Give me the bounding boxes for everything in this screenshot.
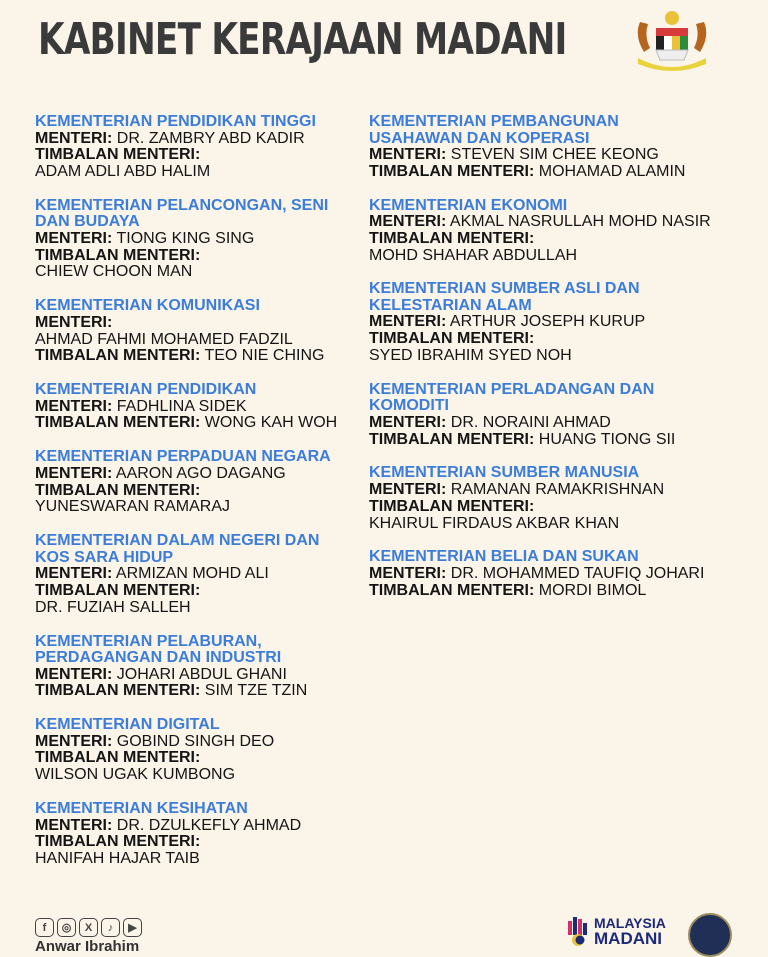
- minister-name: FADHLINA SIDEK: [116, 397, 247, 415]
- ministry-block: [35, 634, 370, 701]
- deputy-name-line: [369, 516, 764, 533]
- minister-name: GOBIND SINGH DEO: [116, 732, 275, 750]
- ministry-block: [35, 801, 370, 868]
- deputy-label: TIMBALAN MENTERI:: [35, 246, 201, 264]
- minister-label: MENTERI:: [369, 564, 447, 582]
- minister-name: AHMAD FAHMI MOHAMED FADZIL: [35, 330, 293, 348]
- ministry-block: [35, 114, 370, 181]
- ministry-name: [35, 449, 370, 466]
- minister-line: [369, 415, 764, 432]
- ministry-name-line: KEMENTERIAN PERPADUAN NEGARA: [35, 448, 331, 466]
- deputy-name-line: [369, 348, 764, 365]
- minister-label: MENTERI:: [369, 480, 447, 498]
- minister-name: TIONG KING SING: [116, 229, 255, 247]
- ministry-name: [369, 114, 764, 147]
- deputy-name: HUANG TIONG SII: [538, 430, 676, 448]
- minister-label: MENTERI:: [35, 397, 113, 415]
- ministry-name-line: KEMENTERIAN PELABURAN,: [35, 632, 262, 650]
- deputy-line: [369, 164, 764, 181]
- deputy-line: [369, 231, 764, 248]
- deputy-name-line: [35, 851, 370, 868]
- ministry-block: [35, 533, 370, 616]
- deputy-name-line: [35, 600, 370, 617]
- deputy-name: MORDI BIMOL: [538, 581, 647, 599]
- minister-name: ARMIZAN MOHD ALI: [115, 565, 269, 583]
- minister-name: AARON AGO DAGANG: [115, 464, 286, 482]
- deputy-label: TIMBALAN MENTERI:: [35, 749, 201, 767]
- ministry-block: [369, 114, 764, 181]
- ministry-name: [35, 634, 370, 667]
- ministry-name: [35, 533, 370, 566]
- ministry-name-line: KEMENTERIAN BELIA DAN SUKAN: [369, 548, 639, 566]
- ministry-name: [35, 198, 370, 231]
- ministry-name-line: KOMODITI: [369, 397, 449, 415]
- ministry-name-line: KEMENTERIAN PENDIDIKAN: [35, 381, 257, 399]
- minister-name: DR. DZULKEFLY AHMAD: [116, 816, 302, 834]
- minister-label: MENTERI:: [35, 464, 113, 482]
- minister-label: MENTERI:: [35, 129, 113, 147]
- deputy-label: TIMBALAN MENTERI:: [369, 229, 535, 247]
- minister-label: MENTERI:: [35, 229, 113, 247]
- ministry-name: [35, 114, 370, 131]
- deputy-label: TIMBALAN MENTERI:: [35, 682, 201, 700]
- logo-line-1: MALAYSIA: [594, 914, 666, 931]
- ministry-block: [35, 449, 370, 516]
- left-column: [35, 114, 370, 885]
- ministry-name: [369, 198, 764, 215]
- minister-name: RAMANAN RAMAKRISHNAN: [450, 480, 665, 498]
- minister-line: [35, 667, 370, 684]
- deputy-line: [35, 750, 370, 767]
- ministry-name: [35, 298, 370, 315]
- deputy-line: [35, 415, 370, 432]
- ministry-name: [369, 549, 764, 566]
- ministry-name: [369, 281, 764, 314]
- deputy-label: TIMBALAN MENTERI:: [35, 833, 201, 851]
- ministry-name-line: USAHAWAN DAN KOPERASI: [369, 129, 590, 147]
- ministry-name-line: KEMENTERIAN PENDIDIKAN TINGGI: [35, 113, 316, 130]
- minister-label: MENTERI:: [369, 313, 447, 331]
- ministry-name-line: PERDAGANGAN DAN INDUSTRI: [35, 649, 282, 667]
- deputy-line: [35, 248, 370, 265]
- deputy-label: TIMBALAN MENTERI:: [35, 347, 201, 365]
- deputy-name: WILSON UGAK KUMBONG: [35, 766, 236, 784]
- minister-label: MENTERI:: [35, 313, 113, 331]
- ministry-name-line: KEMENTERIAN EKONOMI: [369, 196, 568, 214]
- minister-line: [35, 231, 370, 248]
- footer-socials: [35, 918, 142, 955]
- government-seal-icon: [688, 913, 732, 957]
- minister-label: MENTERI:: [35, 565, 113, 583]
- deputy-line: [369, 432, 764, 449]
- minister-name: DR. ZAMBRY ABD KADIR: [116, 129, 305, 147]
- deputy-line: [369, 331, 764, 348]
- deputy-name: SYED IBRAHIM SYED NOH: [369, 347, 572, 365]
- deputy-name: MOHAMAD ALAMIN: [538, 162, 686, 180]
- deputy-label: TIMBALAN MENTERI:: [35, 481, 201, 499]
- ministry-name: [369, 465, 764, 482]
- minister-label: MENTERI:: [369, 413, 447, 431]
- deputy-label: TIMBALAN MENTERI:: [369, 330, 535, 348]
- social-handle: Anwar Ibrahim: [35, 938, 140, 955]
- minister-label: MENTERI:: [35, 732, 113, 750]
- ministry-name-line: KEMENTERIAN PELANCONGAN, SENI: [35, 196, 329, 214]
- minister-line: [369, 566, 764, 583]
- instagram-icon[interactable]: ◎: [57, 918, 76, 937]
- ministry-block: [35, 198, 370, 281]
- minister-name: STEVEN SIM CHEE KEONG: [450, 146, 659, 163]
- deputy-line: [369, 499, 764, 516]
- minister-name: AKMAL NASRULLAH MOHD NASIR: [449, 213, 711, 231]
- deputy-name-line: [35, 164, 370, 181]
- coat-of-arms-icon: [628, 8, 716, 72]
- deputy-name-line: [369, 248, 764, 265]
- ministry-name-line: KEMENTERIAN PERLADANGAN DAN: [369, 380, 655, 398]
- minister-line: [35, 818, 370, 835]
- ministry-block: [369, 382, 764, 449]
- ministry-name: [369, 382, 764, 415]
- ministry-name: [35, 382, 370, 399]
- minister-line: [35, 131, 370, 148]
- ministry-block: [369, 198, 764, 265]
- page-title: KABINET KERAJAAN MADANI: [38, 14, 567, 65]
- deputy-line: [35, 834, 370, 851]
- minister-line: [35, 734, 370, 751]
- deputy-name: HANIFAH HAJAR TAIB: [35, 850, 200, 868]
- ministry-name-line: KEMENTERIAN KOMUNIKASI: [35, 297, 260, 315]
- deputy-name: CHIEW CHOON MAN: [35, 263, 193, 281]
- ministry-block: [369, 549, 764, 599]
- minister-name: DR. MOHAMMED TAUFIQ JOHARI: [450, 564, 705, 582]
- ministry-name: [35, 717, 370, 734]
- deputy-name: ADAM ADLI ABD HALIM: [35, 163, 211, 181]
- deputy-name-line: [35, 264, 370, 281]
- ministry-block: [35, 298, 370, 365]
- ministry-name-line: KEMENTERIAN DIGITAL: [35, 716, 220, 734]
- x-icon[interactable]: X: [79, 918, 98, 937]
- right-column: [369, 114, 764, 616]
- deputy-label: TIMBALAN MENTERI:: [369, 497, 535, 515]
- deputy-line: [35, 483, 370, 500]
- ministry-block: [35, 717, 370, 784]
- minister-line: [369, 314, 764, 331]
- ministry-name-line: KEMENTERIAN PEMBANGUNAN: [369, 113, 619, 130]
- deputy-name-line: [35, 767, 370, 784]
- ministry-block: [369, 465, 764, 532]
- minister-name: JOHARI ABDUL GHANI: [116, 665, 287, 683]
- minister-label: MENTERI:: [369, 146, 447, 163]
- deputy-line: [35, 583, 370, 600]
- logo-line-2: MADANI: [594, 928, 662, 948]
- minister-name-line: [35, 332, 370, 349]
- deputy-name: SIM TZE TZIN: [204, 682, 308, 700]
- minister-label: MENTERI:: [35, 816, 113, 834]
- minister-line: [369, 147, 764, 164]
- ministry-name-line: KEMENTERIAN SUMBER MANUSIA: [369, 464, 640, 482]
- deputy-line: [35, 683, 370, 700]
- deputy-label: TIMBALAN MENTERI:: [369, 581, 535, 599]
- deputy-label: TIMBALAN MENTERI:: [35, 146, 201, 164]
- malaysia-madani-logo: [566, 915, 666, 947]
- deputy-label: TIMBALAN MENTERI:: [35, 581, 201, 599]
- ministry-name-line: KEMENTERIAN KESIHATAN: [35, 800, 248, 818]
- deputy-name: TEO NIE CHING: [204, 347, 325, 365]
- deputy-line: [369, 583, 764, 600]
- ministry-name-line: KELESTARIAN ALAM: [369, 296, 532, 314]
- facebook-icon[interactable]: f: [35, 918, 54, 937]
- deputy-name: DR. FUZIAH SALLEH: [35, 598, 191, 616]
- minister-label: MENTERI:: [369, 213, 447, 231]
- minister-line: [35, 399, 370, 416]
- ministry-name-line: KEMENTERIAN DALAM NEGERI DAN: [35, 532, 320, 550]
- deputy-name: YUNESWARAN RAMARAJ: [35, 498, 230, 516]
- minister-name: ARTHUR JOSEPH KURUP: [449, 313, 646, 331]
- ministry-name-line: KOS SARA HIDUP: [35, 548, 174, 566]
- ministry-block: [369, 281, 764, 364]
- deputy-name: KHAIRUL FIRDAUS AKBAR KHAN: [369, 514, 620, 532]
- deputy-name: MOHD SHAHAR ABDULLAH: [369, 246, 578, 264]
- minister-label: MENTERI:: [35, 665, 113, 683]
- youtube-icon[interactable]: ▶: [123, 918, 142, 937]
- ministry-name-line: DAN BUDAYA: [35, 213, 140, 231]
- deputy-line: [35, 348, 370, 365]
- ministry-block: [35, 382, 370, 432]
- deputy-name-line: [35, 499, 370, 516]
- minister-line: [35, 466, 370, 483]
- minister-line: [369, 482, 764, 499]
- deputy-label: TIMBALAN MENTERI:: [35, 414, 201, 432]
- madani-hand-icon: [566, 915, 590, 947]
- deputy-label: TIMBALAN MENTERI:: [369, 430, 535, 448]
- minister-line: [35, 566, 370, 583]
- deputy-name: WONG KAH WOH: [204, 414, 338, 432]
- minister-line: [35, 315, 370, 332]
- tiktok-icon[interactable]: ♪: [101, 918, 120, 937]
- deputy-line: [35, 147, 370, 164]
- minister-line: [369, 214, 764, 231]
- ministry-name-line: KEMENTERIAN SUMBER ASLI DAN: [369, 280, 640, 298]
- ministry-name: [35, 801, 370, 818]
- minister-name: DR. NORAINI AHMAD: [450, 413, 611, 431]
- deputy-label: TIMBALAN MENTERI:: [369, 162, 535, 180]
